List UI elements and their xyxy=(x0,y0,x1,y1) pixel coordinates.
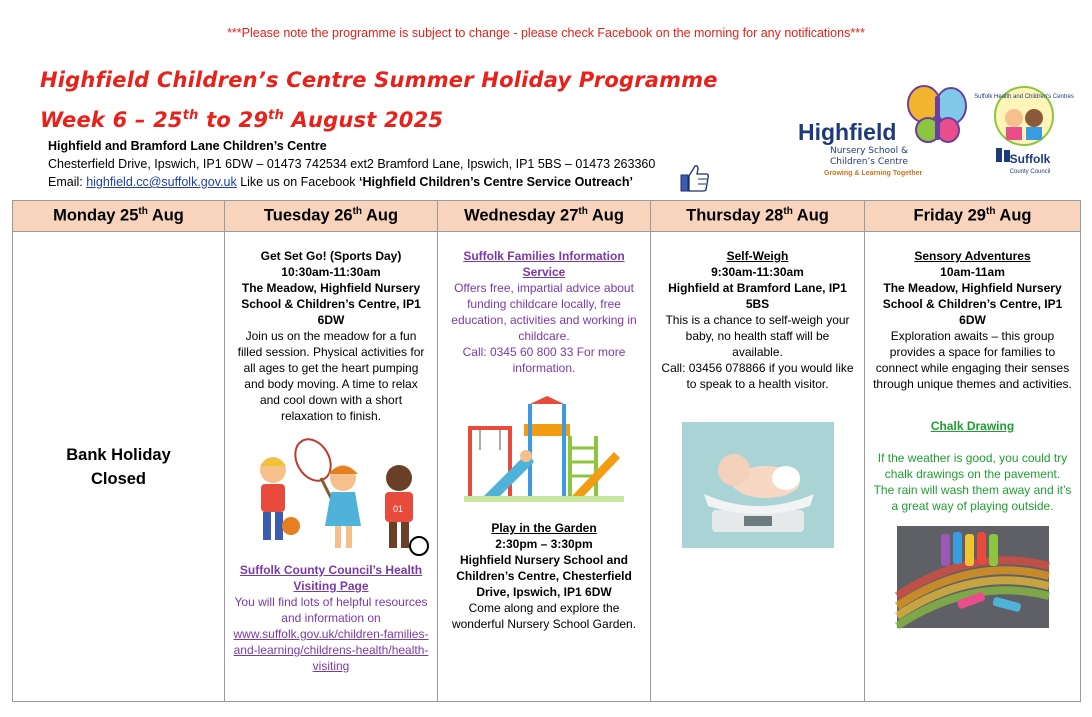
page-title: Highfield Children’s Centre Summer Holiday Programme xyxy=(40,68,718,92)
day-header-tuesday: Tuesday 26th Aug xyxy=(225,201,438,232)
sports-day-title: Get Set Go! (Sports Day) xyxy=(260,249,402,263)
svg-text:01: 01 xyxy=(393,504,404,514)
monday-cell xyxy=(13,232,225,702)
day-header-friday: Friday 29th Aug xyxy=(865,201,1081,232)
families-info-description: Offers free, impartial advice about funding childcare locally, free education, activities and working in childcare. xyxy=(451,281,637,343)
play-garden-description: Come along and explore the wonderful Nursery School Garden. xyxy=(451,601,637,631)
svg-text:Children’s Centre: Children’s Centre xyxy=(830,157,908,167)
sensory-description: Exploration awaits – this group provides a space for families to connect while engaging their senses through unique themes and activities. xyxy=(873,329,1072,391)
sensory-title: Sensory Adventures xyxy=(914,249,1031,263)
play-garden-time: 2:30pm – 3:30pm xyxy=(495,537,593,551)
friday-cell xyxy=(865,232,1081,702)
day-header-wednesday: Wednesday 27th Aug xyxy=(438,201,651,232)
svg-text:Nursery School &: Nursery School & xyxy=(830,146,909,156)
week-title: Week 6 – 25th to 29th August 2025 xyxy=(40,108,444,132)
self-weigh-description: This is a chance to self-weigh your baby, no health staff will be available. xyxy=(665,313,850,359)
sensory-location: The Meadow, Highfield Nursery School & Children’s Centre, IP1 6DW xyxy=(882,281,1063,327)
wednesday-cell xyxy=(438,232,651,702)
chalk-photo xyxy=(897,526,1049,628)
self-weigh-title: Self-Weigh xyxy=(726,249,789,263)
chalk-drawing-title: Chalk Drawing xyxy=(930,419,1015,433)
svg-text:Growing & Learning Together: Growing & Learning Together xyxy=(824,170,923,177)
facebook-page-name: ‘Highfield Children’s Centre Service Outreach’ xyxy=(359,175,633,189)
svg-text:Highfield: Highfield xyxy=(798,119,897,145)
families-info-link-title[interactable]: Suffolk Families Information Service xyxy=(463,249,625,279)
kids-sports-illustration xyxy=(233,430,433,558)
health-visiting-link-title[interactable]: Suffolk County Council’s Health Visiting Page xyxy=(239,563,423,593)
health-visiting-description: You will find lots of helpful resources and information on xyxy=(234,595,428,625)
centre-name: Highfield and Bramford Lane Children’s Centre xyxy=(48,139,327,153)
programme-table xyxy=(12,200,1081,702)
sports-day-description: Join us on the meadow for a fun filled session. Physical activities for all ages to get the heart pumping and body moving. A time to relax and cool down with a short relaxation to finish. xyxy=(237,329,425,423)
day-header-row xyxy=(13,201,1081,232)
svg-text:Suffolk: Suffolk xyxy=(1009,152,1051,166)
playground-illustration xyxy=(464,396,624,506)
health-visiting-url[interactable]: www.suffolk.gov.uk/children-families-and-learning/childrens-health/health-visiting xyxy=(233,627,429,673)
notice-banner: ***Please note the programme is subject to change - please check Facebook on the morning for any notifications*** xyxy=(227,26,865,40)
day-header-monday: Monday 25th Aug xyxy=(13,201,225,232)
baby-scale-photo xyxy=(682,422,834,548)
contact-line: Email: highfield.cc@suffolk.gov.uk Like us on Facebook ‘Highfield Children’s Centre Service Outreach’ xyxy=(48,175,633,189)
self-weigh-time: 9:30am-11:30am xyxy=(711,265,804,279)
suffolk-logo xyxy=(974,86,1074,178)
svg-text:Suffolk Health and Children's: Suffolk Health and Children's Centres xyxy=(974,94,1074,100)
self-weigh-call: Call: 03456 078866 if you would like to speak to a health visitor. xyxy=(661,361,854,391)
play-garden-location: Highfield Nursery School and Children’s Centre, Chesterfield Drive, Ipswich, IP1 6DW xyxy=(456,553,632,599)
butterfly-icon xyxy=(908,86,966,142)
sensory-time: 10am-11am xyxy=(940,265,1005,279)
programme-row xyxy=(13,232,1081,702)
families-info-call: Call: 0345 60 800 33 For more information. xyxy=(462,345,626,375)
sports-day-location: The Meadow, Highfield Nursery School & Children’s Centre, IP1 6DW xyxy=(241,281,421,327)
svg-text:County Council: County Council xyxy=(1009,169,1051,175)
play-garden-title: Play in the Garden xyxy=(491,521,597,535)
day-header-thursday: Thursday 28th Aug xyxy=(651,201,865,232)
email-link[interactable]: highfield.cc@suffolk.gov.uk xyxy=(86,175,237,189)
centre-address: Chesterfield Drive, Ipswich, IP1 6DW – 01473 742534 ext2 Bramford Lane, Ipswich, IP1 5BS – 01473 263360 xyxy=(48,157,656,171)
chalk-drawing-description: If the weather is good, you could try chalk drawings on the pavement. The rain will wash them away and it’s a great way of playing outside. xyxy=(873,451,1072,513)
thumbs-up-icon xyxy=(680,163,710,193)
sports-day-time: 10:30am-11:30am xyxy=(281,265,381,279)
thursday-cell xyxy=(651,232,865,702)
bank-holiday-text: Bank Holiday Closed xyxy=(66,445,171,488)
highfield-logo xyxy=(796,84,968,180)
self-weigh-location: Highfield at Bramford Lane, IP1 5BS xyxy=(668,281,847,311)
tuesday-cell xyxy=(225,232,438,702)
